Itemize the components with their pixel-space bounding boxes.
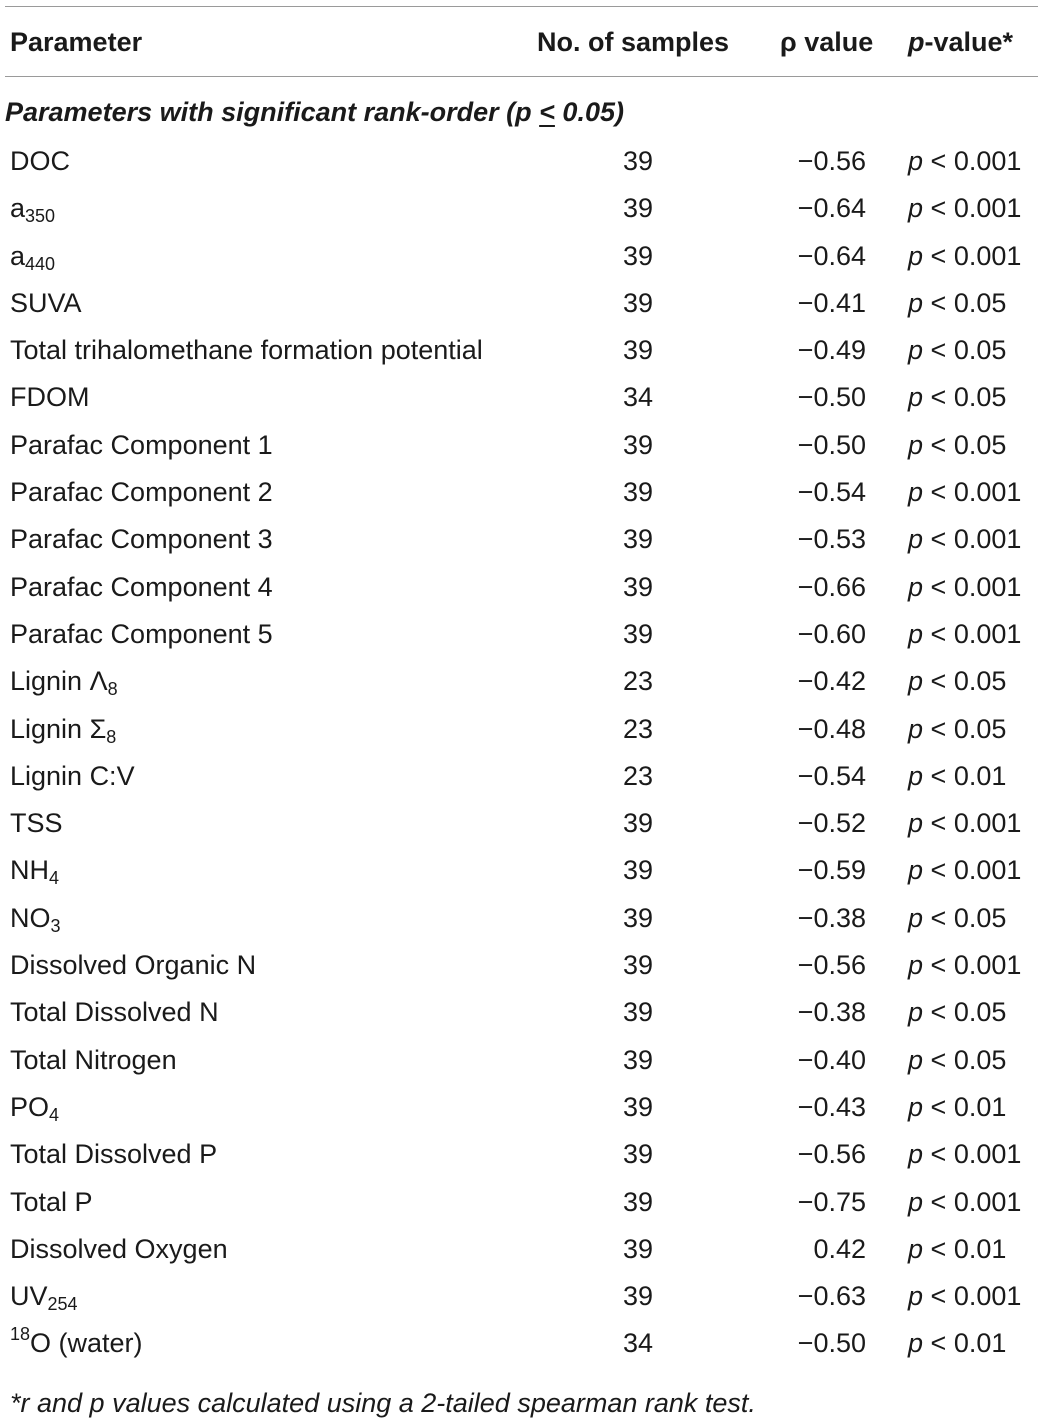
cell-parameter-text: NH [10,855,49,886]
cell-parameter-text: Parafac Component 5 [10,618,273,649]
table-row [0,138,1043,185]
cell-parameter-text: Total P [10,1186,93,1217]
cell-p-symbol: p [908,429,924,460]
cell-rho: −0.56 [797,1139,866,1170]
cell-p-threshold: < 0.01 [930,1233,1007,1264]
cell-p-threshold: < 0.001 [930,808,1022,839]
cell-p-symbol: p [908,855,924,886]
cell-samples: 39 [623,1233,654,1264]
cell-p-value [908,374,1006,421]
table-row [0,185,1043,232]
cell-p-threshold: < 0.001 [930,240,1022,271]
cell-rho: −0.56 [797,146,866,176]
cell-rho: −0.40 [797,1044,866,1075]
cell-p-value [908,1037,1006,1084]
header-rule [5,76,1038,77]
cell-samples: 39 [623,618,654,649]
cell-rho: −0.50 [797,382,866,413]
cell-samples: 39 [623,571,654,602]
cell-samples: 39 [623,524,654,555]
cell-parameter-text: TSS [10,808,63,839]
cell-p-value [908,989,1006,1036]
cell-parameter-text: a [10,193,26,224]
cell-p-symbol: p [908,808,924,839]
header-p-value [908,20,1013,64]
cell-parameter-text: UV [10,1281,48,1312]
cell-parameter [10,422,273,469]
cell-parameter [10,233,55,280]
cell-rho: −0.49 [797,335,866,366]
cell-parameter-text: Lignin Λ [10,666,108,697]
cell-p-symbol: p [908,1233,924,1264]
cell-p-symbol: p [908,1186,924,1217]
cell-parameter [10,374,89,421]
cell-rho: −0.52 [797,808,866,839]
header-parameter: Parameter [10,27,143,57]
cell-p-value [908,611,1021,658]
cell-p-symbol: p [908,902,924,933]
cell-parameter-text: Dissolved Organic N [10,950,257,981]
cell-p-value [908,564,1021,611]
cell-parameter-text: Lignin C:V [10,760,135,791]
table-row [0,942,1043,989]
cell-samples: 39 [623,997,654,1028]
cell-samples: 39 [623,902,654,933]
cell-p-value [908,422,1006,469]
cell-samples: 39 [623,950,654,981]
cell-p-value [908,1273,1021,1320]
cell-samples: 39 [623,1281,654,1312]
cell-parameter-text: PO [10,1091,50,1122]
cell-p-symbol: p [908,1044,924,1075]
cell-p-symbol: p [908,1281,924,1312]
cell-samples: 39 [623,855,654,886]
cell-parameter [10,280,82,327]
cell-rho: −0.54 [797,760,866,791]
cell-rho: −0.53 [797,524,866,555]
cell-parameter-text: Total trihalomethane formation potential [10,335,483,366]
cell-p-threshold: < 0.001 [930,146,1022,176]
cell-parameter [10,1320,143,1367]
table-row [0,1226,1043,1273]
cell-p-symbol: p [908,618,924,649]
cell-parameter [10,564,273,611]
cell-parameter-sub: 8 [106,726,117,747]
cell-rho: −0.42 [797,666,866,697]
cell-p-value [908,516,1021,563]
cell-p-symbol: p [908,477,924,508]
cell-parameter-sup: 18 [10,1324,31,1345]
cell-p-threshold: < 0.05 [930,902,1007,933]
cell-p-threshold: < 0.001 [930,855,1022,886]
cell-samples: 39 [623,193,654,224]
cell-samples: 23 [623,760,654,791]
cell-p-value [908,1320,1006,1367]
table-row [0,280,1043,327]
cell-p-threshold: < 0.05 [930,287,1007,318]
cell-p-symbol: p [908,335,924,366]
cell-parameter-sub: 4 [49,1104,60,1125]
top-rule [5,6,1038,7]
cell-parameter [10,706,116,753]
cell-p-symbol: p [908,713,924,744]
cell-p-symbol: p [908,524,924,555]
cell-parameter-text: Parafac Component 4 [10,571,273,602]
cell-rho: −0.75 [797,1186,866,1217]
cell-p-threshold: < 0.05 [930,997,1007,1028]
table-row [0,753,1043,800]
table-row [0,422,1043,469]
cell-parameter-text: Parafac Component 2 [10,477,273,508]
cell-parameter-text: Total Dissolved P [10,1139,218,1170]
table-row [0,1320,1043,1367]
cell-p-value [908,1226,1006,1273]
cell-p-threshold: < 0.001 [930,1186,1022,1217]
header-rho: ρ value [780,27,874,57]
cell-p-value [908,233,1021,280]
cell-samples: 39 [623,335,654,366]
cell-samples: 39 [623,287,654,318]
section-le-symbol: < [539,97,555,127]
table-row [0,1273,1043,1320]
table-row [0,469,1043,516]
cell-p-value [908,138,1021,185]
cell-p-value [908,847,1021,894]
cell-p-value [908,1179,1021,1226]
cell-rho: −0.41 [797,287,866,318]
cell-parameter-sub: 254 [47,1294,78,1315]
table-row [0,800,1043,847]
cell-samples: 23 [623,713,654,744]
footnote: *r and p values calculated using a 2-tailed spearman rank test. [10,1388,756,1418]
cell-p-value [908,706,1006,753]
cell-parameter [10,1273,78,1320]
cell-parameter-text: NO [10,902,51,933]
cell-parameter-text: Total Dissolved N [10,997,219,1028]
section-suffix: 0.05) [554,97,624,127]
cell-rho: −0.43 [797,1091,866,1122]
cell-p-threshold: < 0.05 [930,713,1007,744]
cell-parameter [10,942,256,989]
cell-p-threshold: < 0.001 [930,477,1022,508]
cell-parameter [10,658,118,705]
cell-parameter [10,469,273,516]
cell-samples: 39 [623,1044,654,1075]
cell-p-value [908,800,1021,847]
cell-p-threshold: < 0.001 [930,571,1022,602]
table-row [0,564,1043,611]
cell-p-threshold: < 0.05 [930,1044,1007,1075]
cell-p-value [908,658,1006,705]
cell-rho: −0.38 [797,902,866,933]
header-p-rest: -value* [924,27,1014,57]
cell-p-value [908,280,1006,327]
cell-parameter [10,800,63,847]
cell-rho: −0.50 [797,1328,866,1359]
cell-parameter [10,895,61,942]
cell-p-threshold: < 0.01 [930,1328,1007,1359]
cell-parameter-text: a [10,240,26,271]
cell-p-threshold: < 0.01 [930,1091,1007,1122]
cell-samples: 34 [623,382,654,413]
section-heading [5,94,624,130]
cell-p-symbol: p [908,760,924,791]
cell-p-symbol: p [908,1139,924,1170]
cell-parameter-sub: 8 [107,679,118,700]
cell-rho: −0.64 [797,240,866,271]
cell-parameter [10,1226,228,1273]
cell-p-symbol: p [908,1328,924,1359]
cell-parameter-sub: 440 [25,253,56,274]
table-header [0,20,1043,64]
cell-p-threshold: < 0.001 [930,193,1022,224]
cell-parameter-text: FDOM [10,382,90,413]
cell-p-value [908,1084,1006,1131]
cell-parameter-text: Total Nitrogen [10,1044,177,1075]
cell-parameter [10,327,483,374]
cell-parameter [10,1179,93,1226]
cell-p-symbol: p [908,146,924,176]
cell-rho: −0.60 [797,618,866,649]
cell-p-threshold: < 0.05 [930,666,1007,697]
table-row [0,374,1043,421]
table-row [0,895,1043,942]
cell-p-symbol: p [908,287,924,318]
cell-parameter [10,185,55,232]
cell-parameter-text: DOC [10,146,70,176]
table-row [0,847,1043,894]
cell-parameter-text: Parafac Component 3 [10,524,273,555]
cell-parameter [10,1037,177,1084]
cell-p-value [908,895,1006,942]
table-row [0,1179,1043,1226]
table-row [0,516,1043,563]
cell-rho: 0.42 [813,1233,866,1264]
cell-parameter [10,611,273,658]
section-prefix: Parameters with significant rank-order (p [5,97,540,127]
table-row [0,233,1043,280]
cell-parameter [10,1084,59,1131]
table-row [0,1084,1043,1131]
table-row [0,706,1043,753]
cell-p-symbol: p [908,997,924,1028]
cell-p-value [908,327,1006,374]
table-row [0,327,1043,374]
cell-samples: 39 [623,1186,654,1217]
cell-p-threshold: < 0.05 [930,382,1007,413]
cell-p-symbol: p [908,193,924,224]
cell-p-symbol: p [908,666,924,697]
cell-p-threshold: < 0.001 [930,1281,1022,1312]
cell-p-symbol: p [908,1091,924,1122]
cell-p-threshold: < 0.001 [930,1139,1022,1170]
cell-p-symbol: p [908,382,924,413]
cell-samples: 39 [623,477,654,508]
cell-rho: −0.50 [797,429,866,460]
cell-parameter-text: SUVA [10,287,82,318]
cell-p-value [908,469,1021,516]
cell-p-value [908,942,1021,989]
table-row [0,989,1043,1036]
cell-parameter-text: Parafac Component 1 [10,429,273,460]
cell-samples: 39 [623,1091,654,1122]
cell-samples: 39 [623,1139,654,1170]
cell-parameter-sub: 4 [49,868,60,889]
cell-p-threshold: < 0.001 [930,524,1022,555]
cell-rho: −0.54 [797,477,866,508]
cell-p-threshold: < 0.001 [930,950,1022,981]
table-body [0,138,1043,1368]
cell-parameter-sub: 350 [25,206,56,227]
header-samples: No. of samples [537,27,730,57]
cell-parameter [10,753,135,800]
cell-samples: 39 [623,429,654,460]
cell-parameter [10,989,219,1036]
table-row [0,1037,1043,1084]
table-row [0,1131,1043,1178]
cell-parameter [10,516,273,563]
cell-rho: −0.66 [797,571,866,602]
cell-p-symbol: p [908,571,924,602]
cell-samples: 34 [623,1328,654,1359]
cell-rho: −0.59 [797,855,866,886]
cell-parameter [10,847,59,894]
cell-samples: 23 [623,666,654,697]
cell-rho: −0.63 [797,1281,866,1312]
cell-rho: −0.64 [797,193,866,224]
cell-samples: 39 [623,808,654,839]
cell-p-threshold: < 0.05 [930,429,1007,460]
cell-p-value [908,185,1021,232]
cell-rho: −0.56 [797,950,866,981]
cell-rho: −0.38 [797,997,866,1028]
cell-parameter-text: Dissolved Oxygen [10,1233,228,1264]
table-row [0,611,1043,658]
cell-p-threshold: < 0.001 [930,618,1022,649]
cell-parameter [10,1131,217,1178]
cell-p-value [908,1131,1021,1178]
cell-samples: 39 [623,240,654,271]
header-p-italic: p [908,27,925,57]
cell-parameter-text: Lignin Σ [10,713,107,744]
cell-rho: −0.48 [797,713,866,744]
table-row [0,658,1043,705]
cell-parameter-sub: 3 [50,915,61,936]
cell-parameter-suffix: O (water) [30,1328,143,1359]
cell-samples: 39 [623,146,654,176]
cell-p-value [908,753,1006,800]
cell-parameter [10,138,70,185]
cell-p-threshold: < 0.01 [930,760,1007,791]
cell-p-threshold: < 0.05 [930,335,1007,366]
cell-p-symbol: p [908,240,924,271]
cell-p-symbol: p [908,950,924,981]
